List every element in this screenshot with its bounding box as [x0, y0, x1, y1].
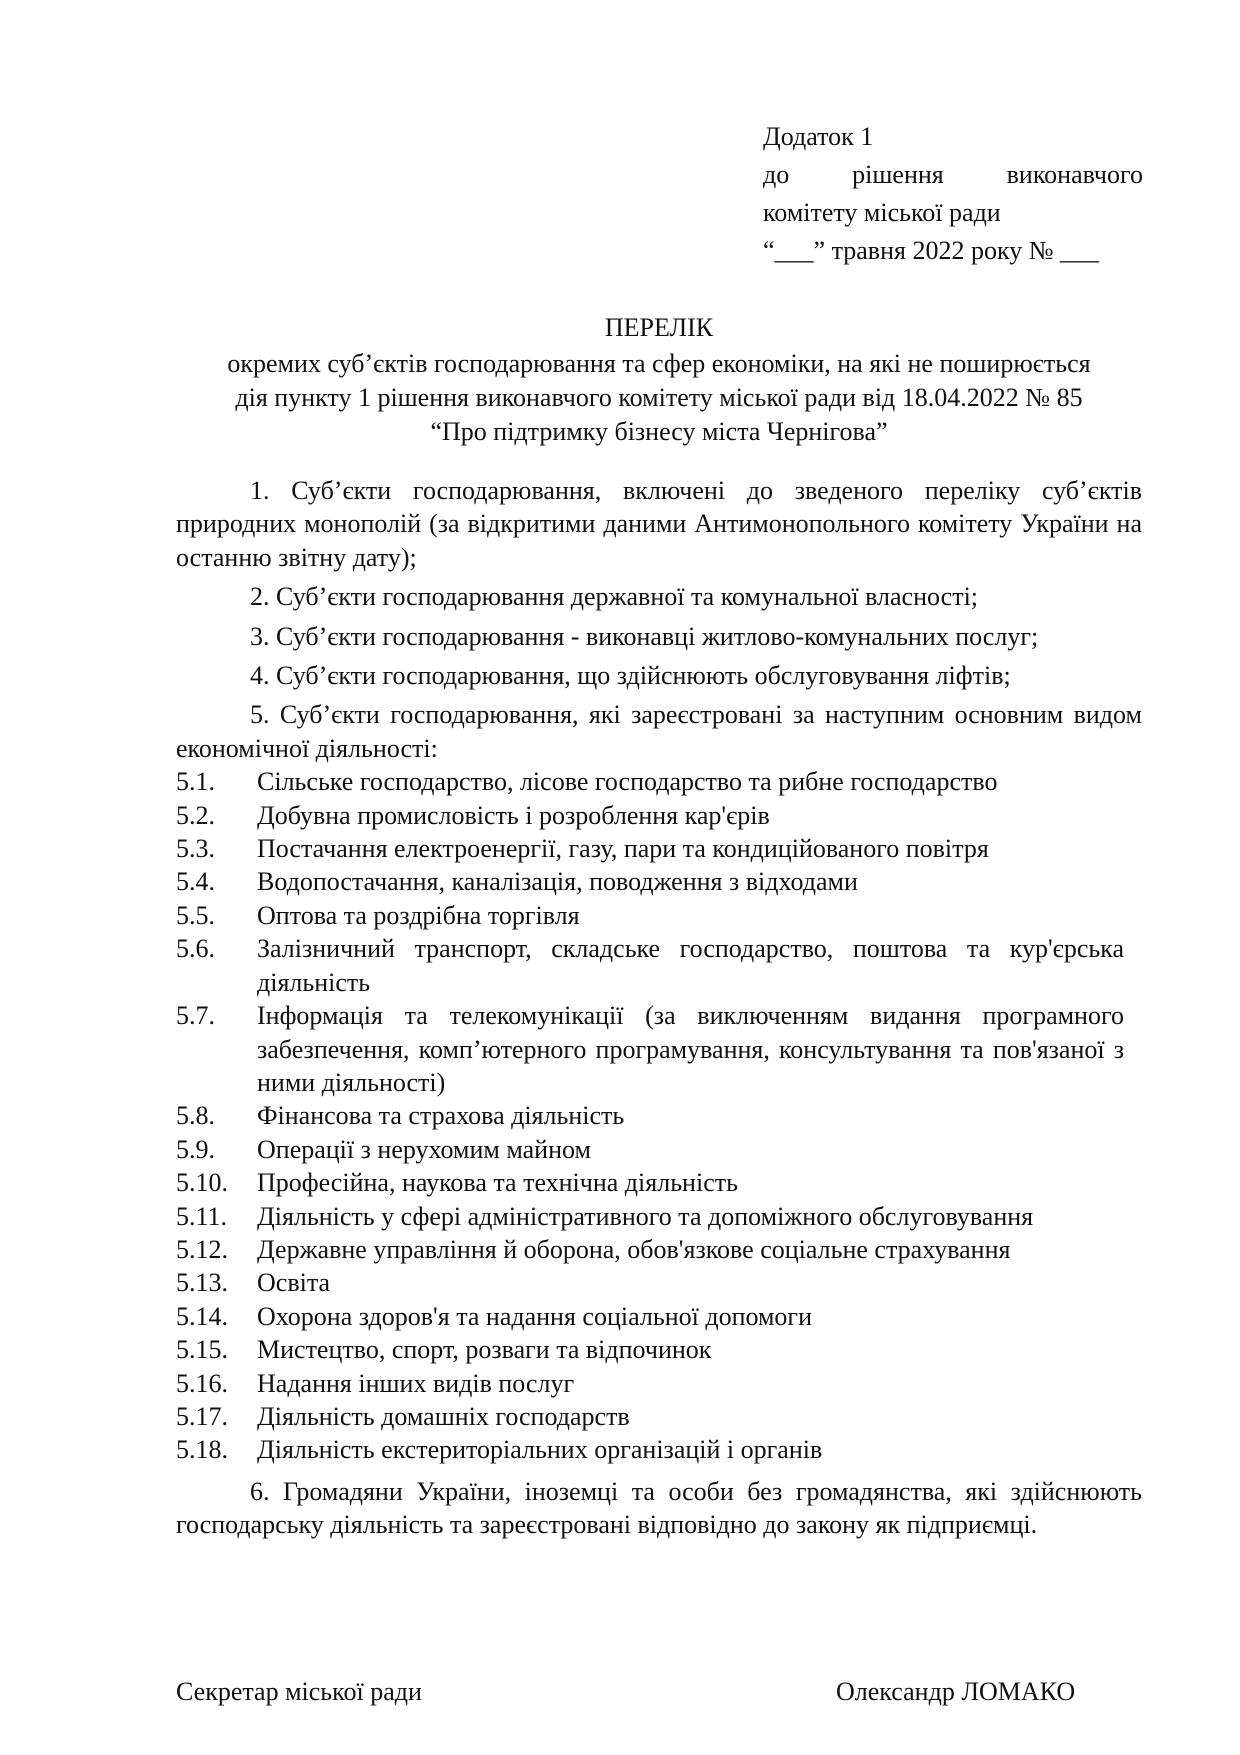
- list-item: [176, 1367, 1142, 1400]
- subtitle-line-2: дія пункту 1 рішення виконавчого комітету міської ради від 18.04.2022 № 85: [235, 383, 1083, 412]
- appendix-number: Додаток 1: [763, 122, 874, 151]
- list-item: [176, 832, 1142, 865]
- list-item-text: Оптова та роздрібна торгівля: [257, 900, 580, 930]
- list-item-text: Надання інших видів послуг: [257, 1368, 575, 1398]
- list-item: [176, 799, 1142, 832]
- appendix-decision-line: до рішення виконавчого: [763, 160, 1143, 189]
- appendix-header: [763, 118, 1143, 270]
- list-item-number: 5.13.: [176, 1268, 228, 1298]
- paragraph-1: 1. Суб’єкти господарювання, включені до зведеного переліку суб’єктів природних монополій (за відкритими даними Антимонопольного комітету України на останню звітну дату);: [176, 476, 1142, 572]
- list-item-number: 5.6.: [176, 934, 215, 964]
- list-item-number: 5.15.: [176, 1335, 228, 1365]
- list-item-number: 5.10.: [176, 1168, 228, 1198]
- document-subtitle: [176, 347, 1142, 449]
- list-item-text: Водопостачання, каналізація, поводження з відходами: [257, 867, 858, 897]
- list-item-number: 5.14.: [176, 1301, 228, 1331]
- document-body: [176, 474, 1142, 1548]
- list-item: [176, 1099, 1142, 1132]
- list-item: [176, 1200, 1142, 1233]
- signatory-position: Секретар міської ради: [176, 1677, 422, 1706]
- list-item-text: Постачання електроенергії, газу, пари та кондиційованого повітря: [257, 834, 989, 864]
- list-item: [176, 899, 1142, 932]
- list-item-text: Діяльність екстериторіальних організацій і органів: [257, 1435, 823, 1465]
- list-item-text: Фінансова та страхова діяльність: [257, 1101, 625, 1131]
- list-item-text: Сільське господарство, лісове господарство та рибне господарство: [257, 767, 998, 797]
- list-item-number: 5.1.: [176, 767, 215, 797]
- list-item: [176, 1233, 1142, 1266]
- list-item-text: Залізничний транспорт, складське господарство, поштова та кур'єрська діяльність: [257, 934, 1124, 997]
- list-item-number: 5.17.: [176, 1401, 228, 1431]
- appendix-date-line: “___” травня 2022 року № ___: [763, 236, 1100, 265]
- list-item: [176, 1400, 1142, 1433]
- list-item-text: Охорона здоров'я та надання соціальної допомоги: [257, 1301, 813, 1331]
- list-item-number: 5.11.: [176, 1201, 228, 1231]
- list-item-text: Добувна промисловість і розроблення кар'єрів: [257, 800, 770, 830]
- list-item: [176, 1333, 1142, 1366]
- list-item-text: Професійна, наукова та технічна діяльність: [257, 1168, 738, 1198]
- document-title: ПЕРЕЛІК: [604, 313, 714, 342]
- subtitle-line-3: “Про підтримку бізнесу міста Чернігова”: [430, 417, 888, 446]
- list-item: [176, 999, 1142, 1099]
- list-item-text: Діяльність домашніх господарств: [257, 1401, 630, 1431]
- paragraph-3: 3. Суб’єкти господарювання - виконавці житлово-комунальних послуг;: [250, 621, 1039, 651]
- list-item-number: 5.3.: [176, 834, 215, 864]
- paragraph-4: 4. Суб’єкти господарювання, що здійснюють обслуговування ліфтів;: [250, 661, 1011, 691]
- list-item-number: 5.7.: [176, 1001, 215, 1031]
- list-item-number: 5.12.: [176, 1234, 228, 1264]
- list-item-number: 5.9.: [176, 1134, 215, 1164]
- list-item-number: 5.16.: [176, 1368, 228, 1398]
- signatory-name: Олександр ЛОМАКО: [836, 1677, 1076, 1706]
- list-item: [176, 765, 1142, 798]
- list-item: [176, 865, 1142, 898]
- list-item: [176, 1166, 1142, 1199]
- list-item-text: Мистецтво, спорт, розваги та відпочинок: [257, 1335, 712, 1365]
- list-item-number: 5.2.: [176, 800, 215, 830]
- paragraph-2: 2. Суб’єкти господарювання державної та комунальної власності;: [250, 582, 979, 612]
- list-item-text: Операції з нерухомим майном: [257, 1134, 591, 1164]
- list-item-text: Державне управління й оборона, обов'язкове соціальне страхування: [257, 1234, 1011, 1264]
- list-item-number: 5.4.: [176, 867, 215, 897]
- list-item: [176, 1266, 1142, 1299]
- subtitle-line-1: окремих суб’єктів господарювання та сфер економіки, на які не поширюється: [227, 349, 1091, 378]
- list-item: [176, 1133, 1142, 1166]
- list-item-text: Діяльність у сфері адміністративного та допоміжного обслуговування: [257, 1201, 1034, 1231]
- list-item: [176, 1300, 1142, 1333]
- list-item-number: 5.8.: [176, 1101, 215, 1131]
- list-item: [176, 1433, 1142, 1466]
- list-item-text: Освіта: [257, 1268, 331, 1298]
- appendix-committee-line: комітету міської ради: [763, 198, 1001, 227]
- list-item-number: 5.5.: [176, 900, 215, 930]
- list-item-text: Інформація та телекомунікації (за виключенням видання програмного забезпечення, комп’ютерного програмування, консультування та пов'язаної з ними діяльності): [257, 1001, 1124, 1097]
- activity-list: [176, 765, 1142, 1467]
- paragraph-5: 5. Суб’єкти господарювання, які зареєстровані за наступним основним видом економічної діяльності:: [176, 700, 1142, 763]
- list-item-number: 5.18.: [176, 1435, 228, 1465]
- list-item: [176, 932, 1142, 999]
- paragraph-6: 6. Громадяни України, іноземці та особи без громадянства, які здійснюють господарську діяльність та зареєстровані відповідно до закону як підприємці.: [176, 1476, 1142, 1540]
